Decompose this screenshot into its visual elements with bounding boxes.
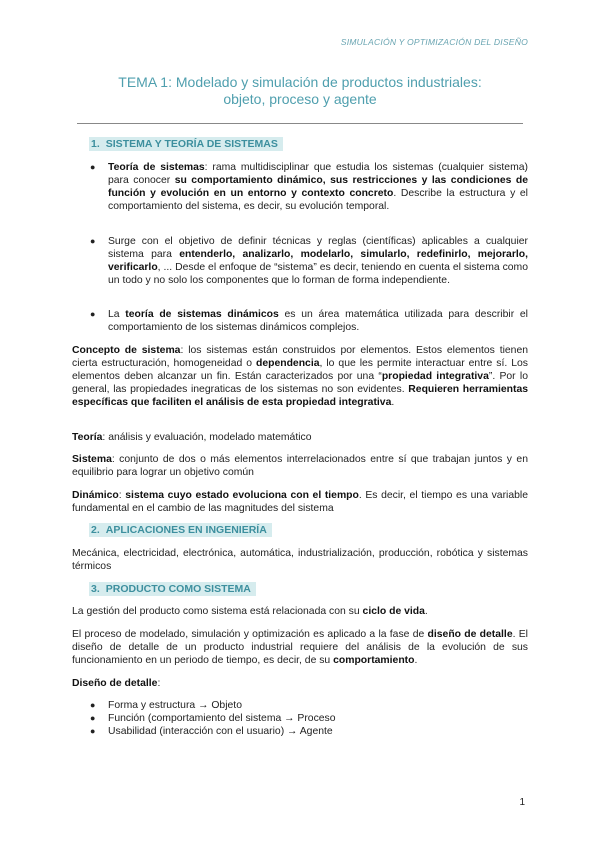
section-label: APLICACIONES EN INGENIERÍA bbox=[105, 524, 267, 536]
paragraph-concepto-de-sistema: Concepto de sistema: los sistemas están construidos por elementos. Estos elementos tienen cierta estructuración, homogeneidad o dependencia, lo que les permite interactuar entre sí. Los elementos deben alcanzar un fin. Están caracterizados por una “propiedad integrativa”. Por lo general, las propiedades inegraticas de los sistemas no son evidentes. Requieren herramientas específicas que faciliten el análisis de esta propiedad integrativa. bbox=[72, 345, 529, 408]
bullet-marker: ● bbox=[90, 713, 96, 723]
bullet-teoria-de-sistemas: Teoría de sistemas: rama multidisciplinar que estudia los sistemas (cualquier sistema) para conocer su comportamiento dinámico, sus restricciones y las condiciones de función y evolución en un entorno y contexto concreto. Describe la estructura y el comportamiento del sistema, es decir, su evolución temporal. bbox=[108, 162, 528, 212]
term: Teoría de sistemas bbox=[108, 162, 205, 173]
title-divider bbox=[77, 123, 523, 124]
section-number: 2. bbox=[91, 524, 100, 536]
section-heading-3 bbox=[89, 582, 256, 596]
section-label: PRODUCTO COMO SISTEMA bbox=[105, 583, 251, 595]
running-header: SIMULACIÓN Y OPTIMIZACIÓN DEL DISEÑO bbox=[340, 37, 528, 47]
bullet-marker: ● bbox=[90, 309, 96, 319]
section-number: 1. bbox=[91, 138, 100, 150]
bullet-marker: ● bbox=[90, 700, 96, 710]
bullet-marker: ● bbox=[90, 162, 96, 172]
title-line-1: TEMA 1: Modelado y simulación de productos industriales: bbox=[118, 74, 482, 90]
paragraph-diseno-de-detalle: El proceso de modelado, simulación y optimización es aplicado a la fase de diseño de detalle. El diseño de detalle de un producto industrial requiere del análisis de la evolución de sus funcionamiento en un periodo de tiempo, es decir, de su comportamiento. bbox=[72, 629, 528, 666]
document-title bbox=[72, 74, 528, 108]
paragraph-aplicaciones: Mecánica, electricidad, electrónica, automática, industrialización, producción, robótica y sistemas térmicos bbox=[72, 548, 528, 572]
diseno-de-detalle-heading: Diseño de detalle: bbox=[72, 678, 161, 689]
list-item: ● Usabilidad (interacción con el usuario) → Agente bbox=[90, 726, 333, 737]
section-heading-2 bbox=[89, 523, 272, 537]
bullet-sistemas-dinamicos: La teoría de sistemas dinámicos es un área matemática utilizada para describir el comportamiento de los sistemas dinámicos complejos. bbox=[108, 309, 528, 333]
paragraph-ciclo-de-vida: La gestión del producto como sistema está relacionada con su ciclo de vida. bbox=[72, 606, 428, 617]
section-heading-1 bbox=[89, 137, 283, 151]
list-item: ● Función (comportamiento del sistema → Proceso bbox=[90, 713, 336, 724]
page-number: 1 bbox=[519, 797, 525, 808]
title-line-2: objeto, proceso y agente bbox=[223, 91, 377, 107]
bullet-objetivo: Surge con el objetivo de definir técnicas y reglas (científicas) aplicables a cualquier sistema para entenderlo, analizarlo, modelarlo, simularlo, redefinirlo, mejorarlo, verificarlo, ... Desde el enfoque de “sistema” es decir, teniendo en cuenta el sistema como un todo y no solo los componentes que lo forman de forma independiente. bbox=[108, 236, 529, 286]
bullet-marker: ● bbox=[90, 726, 96, 736]
paragraph-teoria: Teoría: análisis y evaluación, modelado matemático bbox=[72, 432, 312, 443]
paragraph-dinamico: Dinámico: sistema cuyo estado evoluciona con el tiempo. Es decir, el tiempo es una variable fundamental en el cambio de las magnitudes del sistema bbox=[72, 490, 528, 514]
section-number: 3. bbox=[91, 583, 100, 595]
section-label: SISTEMA Y TEORÍA DE SISTEMAS bbox=[105, 138, 278, 150]
bullet-marker: ● bbox=[90, 236, 96, 246]
list-item: ● Forma y estructura → Objeto bbox=[90, 700, 242, 711]
paragraph-sistema: Sistema: conjunto de dos o más elementos interrelacionados entre sí que trabajan juntos y en equilibrio para lograr un objetivo común bbox=[72, 454, 528, 478]
